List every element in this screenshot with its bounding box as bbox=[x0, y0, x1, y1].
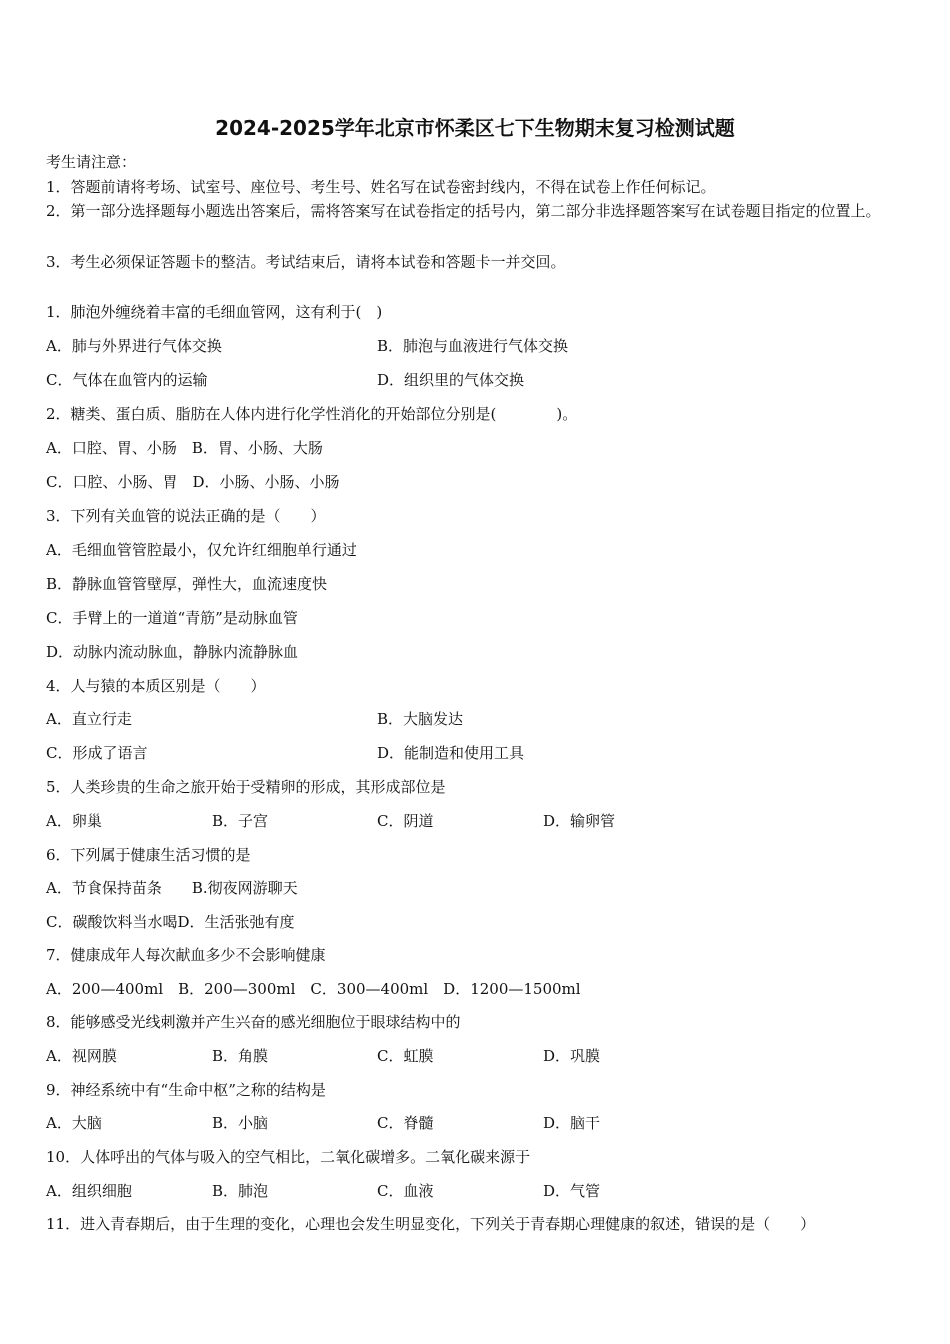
question-3-option-d: D．动脉内流动脉血，静脉内流静脉血 bbox=[46, 643, 299, 661]
notice-item-1: 1．答题前请将考场、试室号、座位号、考生号、姓名写在试卷密封线内，不得在试卷上作任何标记。 bbox=[46, 178, 716, 196]
question-5-option-d: D．输卵管 bbox=[543, 812, 616, 830]
question-9-option-c: C．脊髓 bbox=[377, 1114, 434, 1132]
notice-item-3: 3．考生必须保证答题卡的整洁。考试结束后，请将本试卷和答题卡一并交回。 bbox=[46, 253, 566, 271]
page-title: 2024-2025学年北京市怀柔区七下生物期末复习检测试题 bbox=[215, 116, 735, 140]
question-10-stem: 10．人体呼出的气体与吸入的空气相比，二氧化碳增多。二氧化碳来源于 bbox=[46, 1148, 531, 1166]
question-8-option-b: B．角膜 bbox=[212, 1047, 269, 1065]
question-4-option-d: D．能制造和使用工具 bbox=[377, 744, 525, 762]
question-5-stem: 5．人类珍贵的生命之旅开始于受精卵的形成，其形成部位是 bbox=[46, 778, 446, 796]
question-9-stem: 9．神经系统中有“生命中枢”之称的结构是 bbox=[46, 1081, 326, 1099]
question-9-option-a: A．大脑 bbox=[46, 1114, 102, 1132]
question-7-stem: 7．健康成年人每次献血多少不会影响健康 bbox=[46, 946, 326, 964]
question-9-option-d: D．脑干 bbox=[543, 1114, 601, 1132]
question-4-stem: 4．人与猿的本质区别是（ ） bbox=[46, 677, 266, 695]
notice-item-2: 2．第一部分选择题每小题选出答案后，需将答案写在试卷指定的括号内，第二部分非选择题答案写在试卷题目指定的位置上。 bbox=[46, 202, 881, 220]
question-2-stem: 2．糖类、蛋白质、脂肪在人体内进行化学性消化的开始部位分别是( )。 bbox=[46, 405, 578, 423]
question-1-option-b: B．肺泡与血液进行气体交换 bbox=[377, 337, 569, 355]
question-8-option-a: A．视网膜 bbox=[46, 1047, 117, 1065]
question-7-options: A．200—400ml B．200—300ml C．300—400ml D．1200—1500ml bbox=[46, 980, 581, 998]
question-1-option-c: C．气体在血管内的运输 bbox=[46, 371, 208, 389]
question-11-stem: 11．进入青春期后，由于生理的变化，心理也会发生明显变化，下列关于青春期心理健康的叙述，错误的是（ ） bbox=[46, 1215, 816, 1233]
question-8-stem: 8．能够感受光线刺激并产生兴奋的感光细胞位于眼球结构中的 bbox=[46, 1013, 461, 1031]
question-5-option-c: C．阴道 bbox=[377, 812, 434, 830]
question-3-option-c: C．手臂上的一道道“青筋”是动脉血管 bbox=[46, 609, 298, 627]
notice-heading: 考生请注意： bbox=[46, 153, 137, 171]
question-2-options-ab: A．口腔、胃、小肠 B．胃、小肠、大肠 bbox=[46, 439, 323, 457]
question-4-option-c: C．形成了语言 bbox=[46, 744, 148, 762]
question-10-option-b: B．肺泡 bbox=[212, 1182, 269, 1200]
question-3-option-b: B．静脉血管管壁厚，弹性大，血流速度快 bbox=[46, 575, 328, 593]
question-2-options-cd: C．口腔、小肠、胃 D．小肠、小肠、小肠 bbox=[46, 473, 340, 491]
question-5-option-b: B．子宫 bbox=[212, 812, 269, 830]
question-8-option-c: C．虹膜 bbox=[377, 1047, 434, 1065]
question-9-option-b: B．小脑 bbox=[212, 1114, 269, 1132]
question-6-stem: 6．下列属于健康生活习惯的是 bbox=[46, 846, 251, 864]
question-5-option-a: A．卵巢 bbox=[46, 812, 102, 830]
question-1-option-d: D．组织里的气体交换 bbox=[377, 371, 525, 389]
question-3-option-a: A．毛细血管管腔最小，仅允许红细胞单行通过 bbox=[46, 541, 357, 559]
question-6-options-ab: A．节食保持苗条 B.彻夜网游聊天 bbox=[46, 879, 298, 897]
question-10-option-a: A．组织细胞 bbox=[46, 1182, 132, 1200]
question-10-option-c: C．血液 bbox=[377, 1182, 434, 1200]
question-4-option-b: B．大脑发达 bbox=[377, 710, 464, 728]
question-8-option-d: D．巩膜 bbox=[543, 1047, 601, 1065]
question-4-option-a: A．直立行走 bbox=[46, 710, 132, 728]
question-3-stem: 3．下列有关血管的说法正确的是（ ） bbox=[46, 507, 326, 525]
question-1-option-a: A．肺与外界进行气体交换 bbox=[46, 337, 222, 355]
question-10-option-d: D．气管 bbox=[543, 1182, 601, 1200]
question-6-options-cd: C．碳酸饮料当水喝D．生活张弛有度 bbox=[46, 913, 295, 931]
question-1-stem: 1．肺泡外缠绕着丰富的毛细血管网，这有利于( ) bbox=[46, 303, 383, 321]
